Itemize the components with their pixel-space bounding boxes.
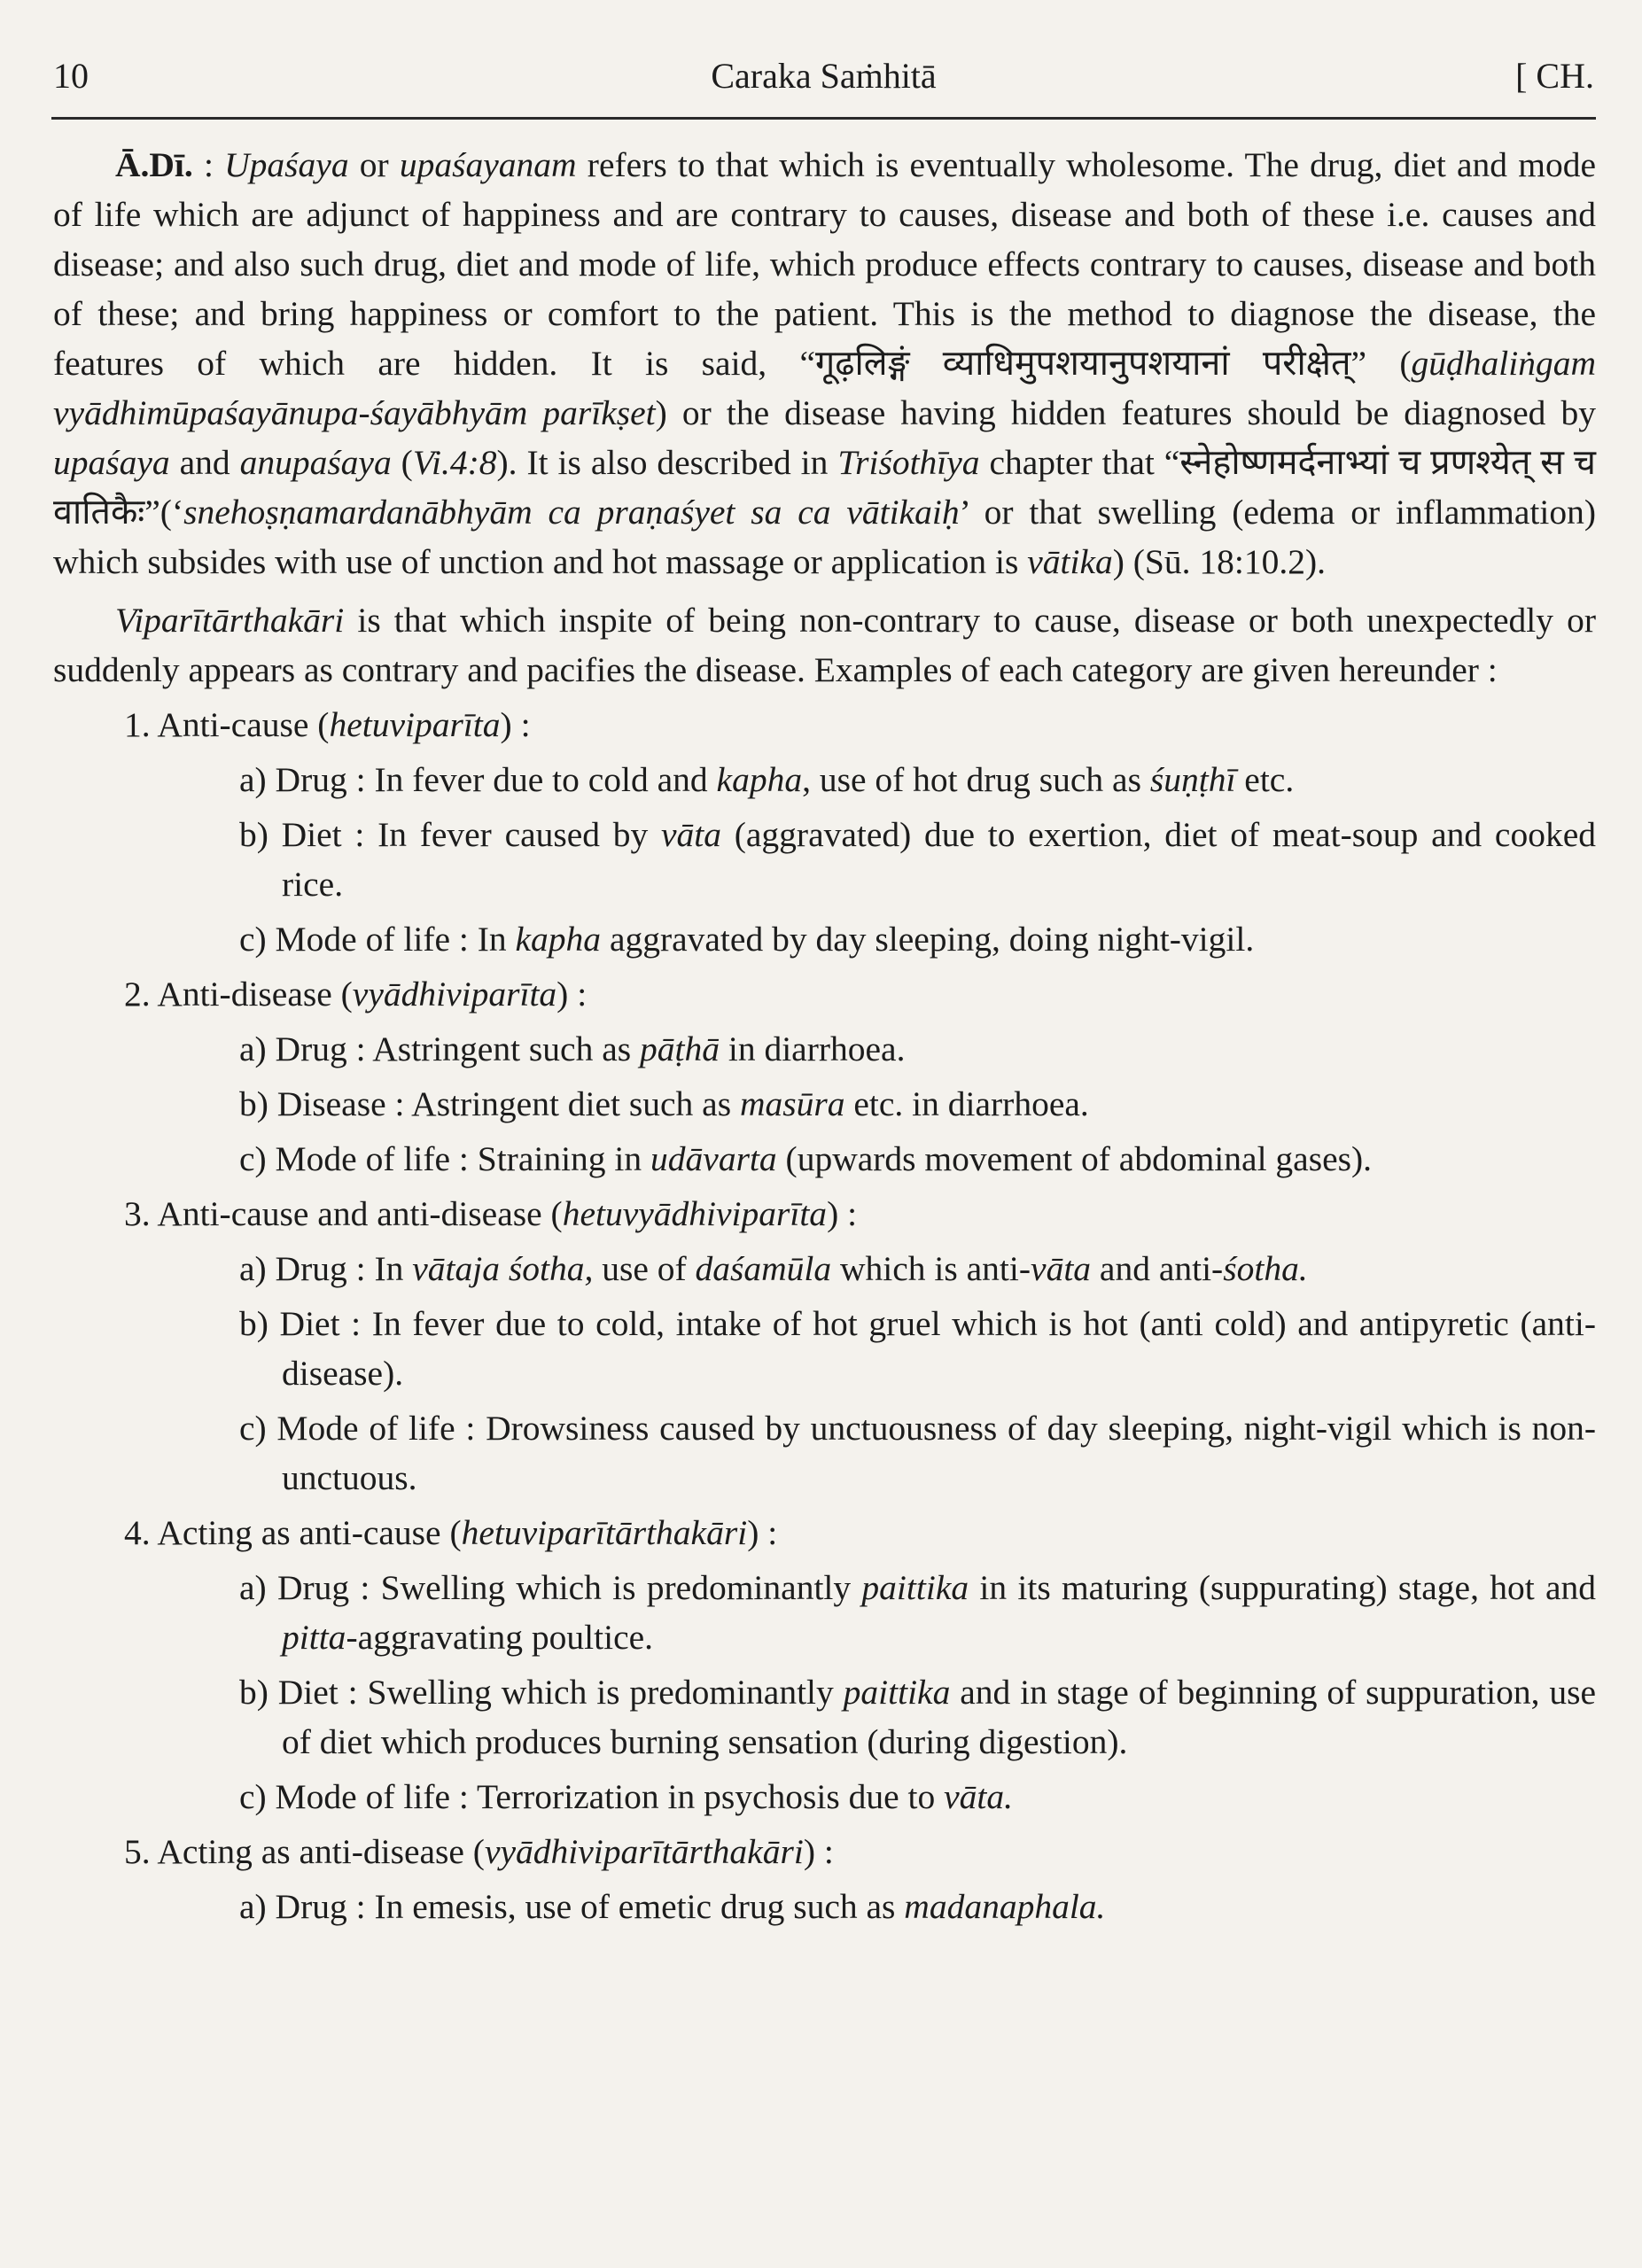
list-item: 1. Anti-cause (hetuviparīta) : <box>124 705 531 744</box>
sub-item: a) Drug : Astringent such as pāṭhā in diarrhoea. <box>239 1029 906 1068</box>
sub-item: c) Mode of life : Straining in udāvarta (upwards movement of abdominal gases). <box>239 1139 1372 1178</box>
sub-item: c) Mode of life : Terrorization in psychosis due to vāta. <box>239 1777 1013 1816</box>
intro-paragraph: Ā.Dī. : Upaśaya or upaśayanam refers to that which is eventually wholesome. The drug, diet and mode of life which are adjunct of happiness and are contrary to causes, disease and both of these i.e. causes and disease; and also such drug, diet and mode of life, which produce effects contrary to causes, disease and both of these; and bring happiness or comfort to the patient. This is the method to diagnose the disease, the features of which are hidden. It is said, “गूढ़लिङ्गं व्याधिमुपशयानुपशयानां परीक्षेत्” (gūḍhaliṅgam vyādhimūpaśayānupa-śayābhyām parīkṣet) or the disease having hidden features should be diagnosed by upaśaya and anupaśaya (Vi.4:8). It is also described in Triśothīya chapter that “स्नेहोष्णमर्दनाभ्यां च प्रणश्येत् स च वातिकैः”(‘snehoṣṇamardanābhyām ca praṇaśyet sa ca vātikaiḥ’ or that swelling (edema or inflammation) which subsides with use of unction and hot massage or application is vātika) (Sū. 18:10.2). <box>53 145 1597 581</box>
sub-item: a) Drug : In fever due to cold and kapha, use of hot drug such as śuṇṭhī etc. <box>239 760 1295 799</box>
list-item: 4. Acting as anti-cause (hetuviparītārthakāri) : <box>124 1513 778 1552</box>
sub-item: b) Diet : In fever caused by vāta (aggravated) due to exertion, diet of meat-soup and cooked rice. <box>239 815 1596 904</box>
second-paragraph: Viparītārthakāri is that which inspite of being non-contrary to cause, disease or both unexpectedly or suddenly appears as contrary and pacifies the disease. Examples of each category are given hereunder : <box>53 601 1596 689</box>
commentary-label: Ā.Dī. <box>115 145 193 184</box>
sub-item: a) Drug : In vātaja śotha, use of daśamūla which is anti-vāta and anti-śotha. <box>239 1249 1308 1288</box>
page-header <box>51 46 1596 120</box>
page-number: 10 <box>53 56 89 96</box>
sub-item: c) Mode of life : In kapha aggravated by day sleeping, doing night-vigil. <box>239 920 1255 959</box>
sub-item: a) Drug : In emesis, use of emetic drug such as madanaphala. <box>239 1887 1106 1926</box>
sub-item: b) Diet : In fever due to cold, intake of hot gruel which is hot (anti cold) and antipyretic (anti-disease). <box>239 1304 1596 1393</box>
book-title: Caraka Saṁhitā <box>711 56 937 96</box>
sub-item: a) Drug : Swelling which is predominantly paittika in its maturing (suppurating) stage, hot and pitta-aggravating poultice. <box>239 1568 1596 1657</box>
example-list <box>53 700 1596 1931</box>
list-item: 5. Acting as anti-disease (vyādhiviparītārthakāri) : <box>124 1832 834 1871</box>
page-body <box>53 140 1596 1931</box>
sub-item: b) Diet : Swelling which is predominantly paittika and in stage of beginning of suppuration, use of diet which produces burning sensation (during digestion). <box>239 1673 1596 1761</box>
sub-item: b) Disease : Astringent diet such as masūra etc. in diarrhoea. <box>239 1084 1089 1123</box>
chapter-mark: [ CH. <box>1515 56 1594 96</box>
list-item: 2. Anti-disease (vyādhiviparīta) : <box>124 975 588 1014</box>
list-item: 3. Anti-cause and anti-disease (hetuvyādhiviparīta) : <box>124 1194 858 1233</box>
sub-item: c) Mode of life : Drowsiness caused by unctuousness of day sleeping, night-vigil which is non-unctuous. <box>239 1409 1596 1497</box>
